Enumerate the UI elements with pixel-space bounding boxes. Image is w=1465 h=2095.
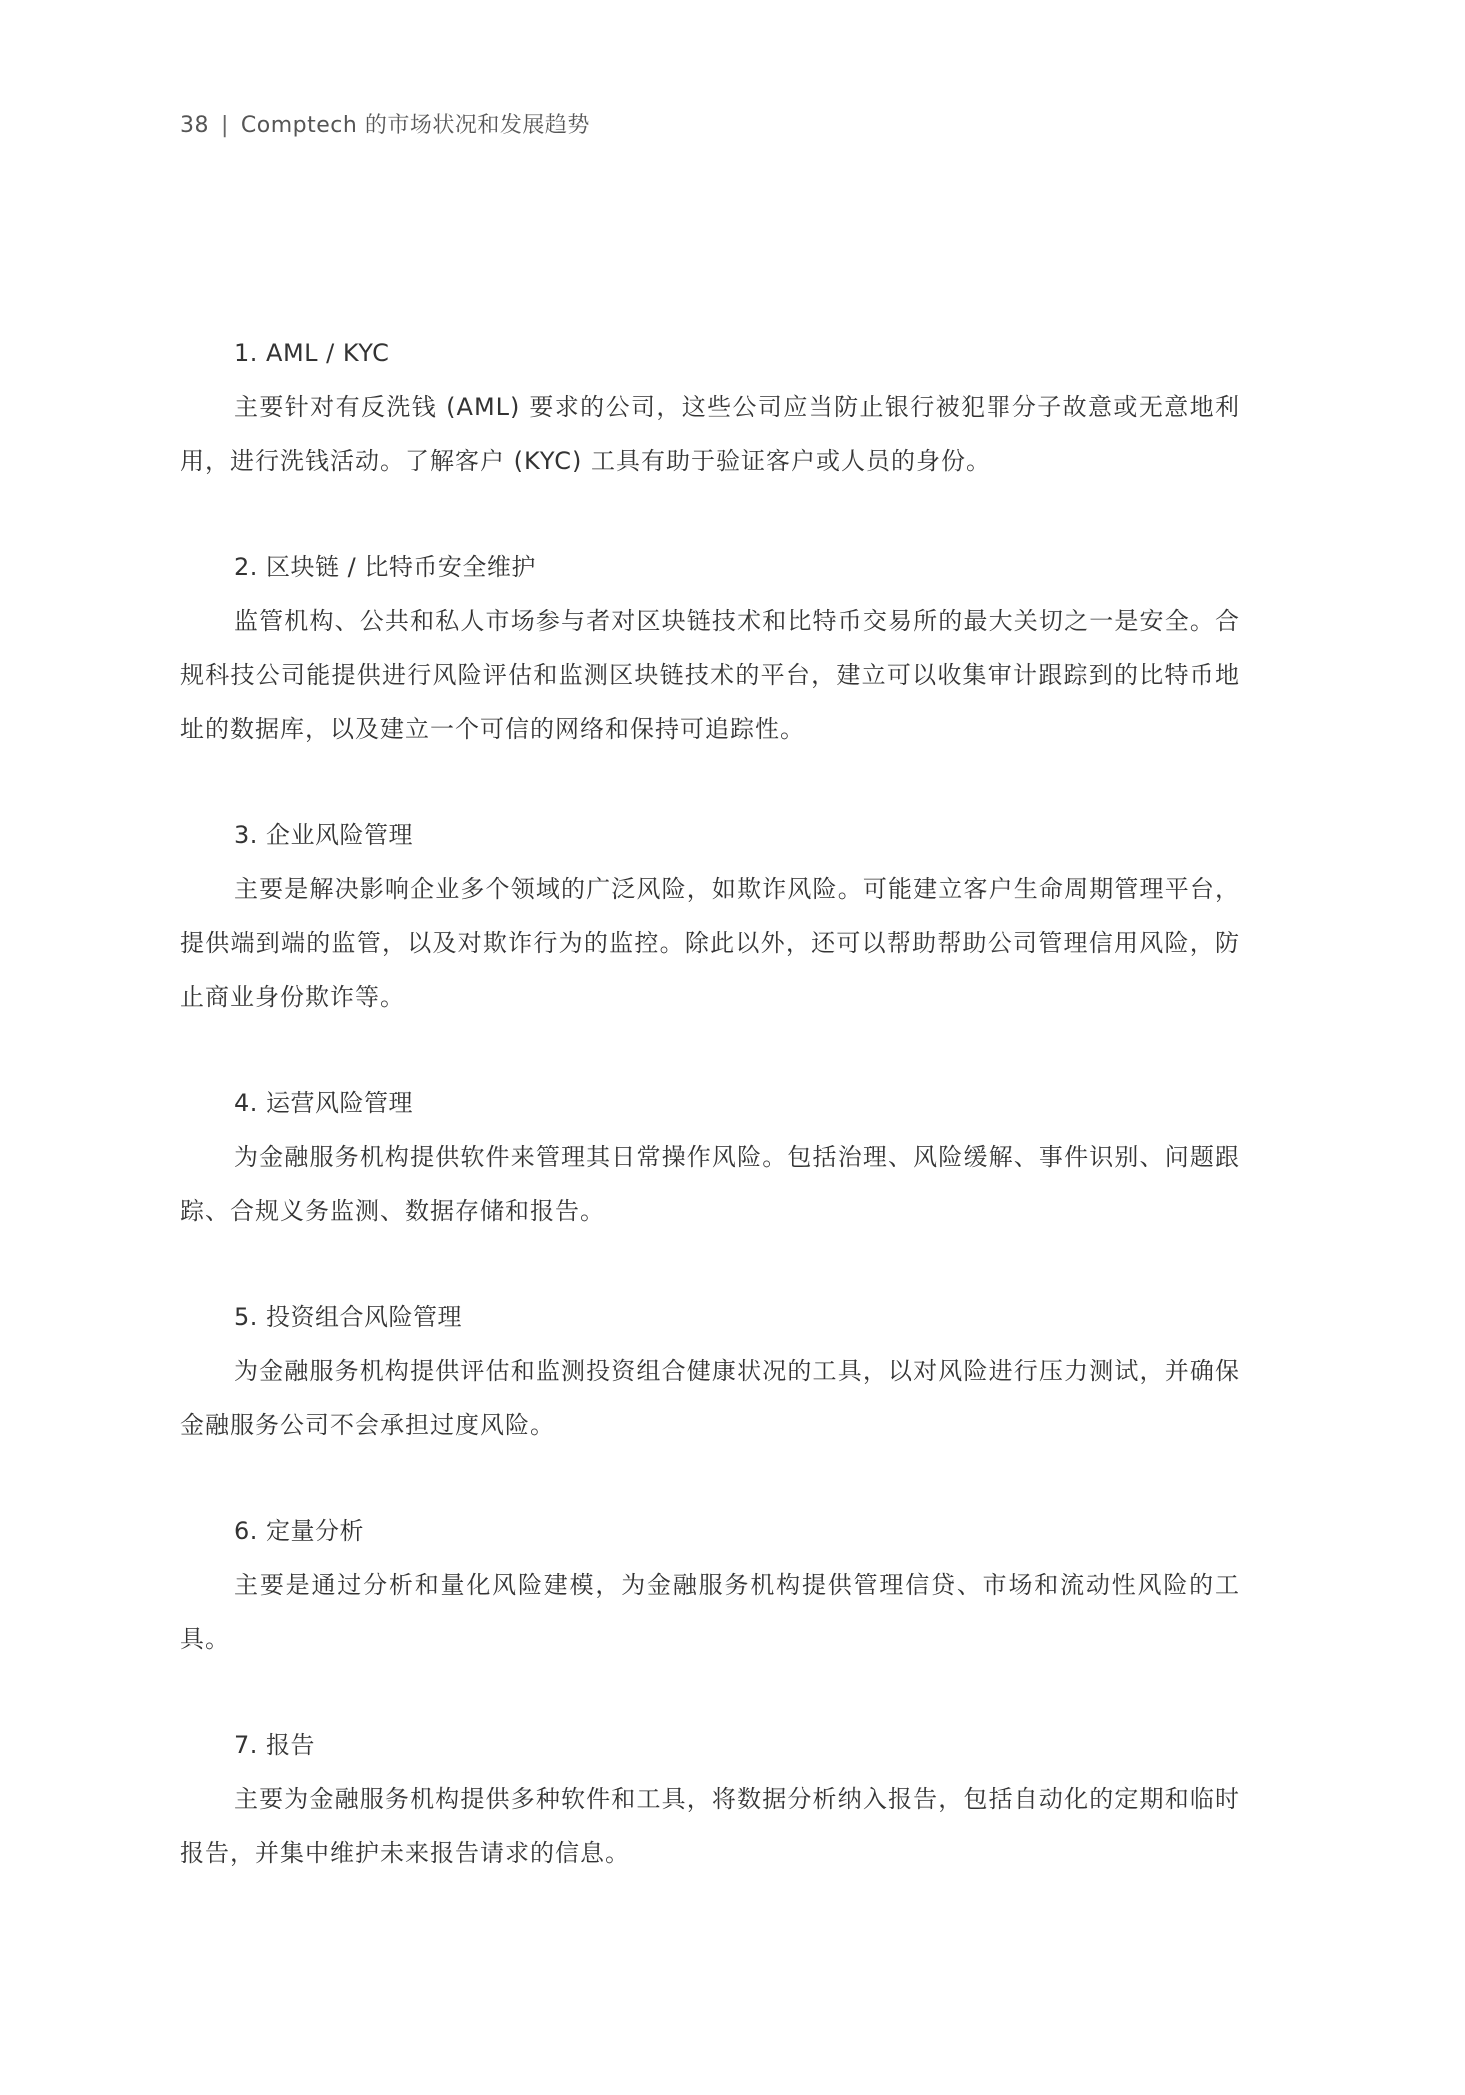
section-enterprise-risk	[180, 808, 1240, 1024]
section-heading: 7. 报告	[234, 1731, 316, 1759]
page-number: 38	[180, 113, 209, 138]
section-paragraph: 主要是解决影响企业多个领域的广泛风险，如欺诈风险。可能建立客户生命周期管理平台，提供端到端的监管，以及对欺诈行为的监控。除此以外，还可以帮助帮助公司管理信用风险，防止商业身份欺诈等。	[180, 875, 1240, 1011]
section-paragraph: 监管机构、公共和私人市场参与者对区块链技术和比特币交易所的最大关切之一是安全。合规科技公司能提供进行风险评估和监测区块链技术的平台，建立可以收集审计跟踪到的比特币地址的数据库，以及建立一个可信的网络和保持可追踪性。	[180, 607, 1240, 743]
section-paragraph: 为金融服务机构提供软件来管理其日常操作风险。包括治理、风险缓解、事件识别、问题跟踪、合规义务监测、数据存储和报告。	[180, 1143, 1240, 1225]
section-operational-risk	[180, 1076, 1240, 1238]
section-portfolio-risk	[180, 1290, 1240, 1452]
section-heading: 5. 投资组合风险管理	[234, 1303, 463, 1331]
section-paragraph: 主要针对有反洗钱 (AML) 要求的公司，这些公司应当防止银行被犯罪分子故意或无意地利用，进行洗钱活动。了解客户 (KYC) 工具有助于验证客户或人员的身份。	[180, 393, 1240, 475]
section-aml-kyc	[180, 326, 1240, 488]
section-heading: 4. 运营风险管理	[234, 1089, 414, 1117]
section-heading: 3. 企业风险管理	[234, 821, 414, 849]
document-body	[180, 326, 1240, 1932]
section-reporting	[180, 1718, 1240, 1880]
header-separator: |	[221, 113, 229, 138]
section-blockchain-security	[180, 540, 1240, 756]
running-header	[180, 108, 590, 139]
section-quantitative-analysis	[180, 1504, 1240, 1666]
document-title: Comptech 的市场状况和发展趋势	[240, 113, 590, 138]
section-paragraph: 主要是通过分析和量化风险建模，为金融服务机构提供管理信贷、市场和流动性风险的工具。	[180, 1571, 1240, 1653]
section-heading: 1. AML / KYC	[234, 339, 390, 367]
section-paragraph: 主要为金融服务机构提供多种软件和工具，将数据分析纳入报告，包括自动化的定期和临时报告，并集中维护未来报告请求的信息。	[180, 1785, 1240, 1867]
section-heading: 2. 区块链 / 比特币安全维护	[234, 553, 536, 581]
section-heading: 6. 定量分析	[234, 1517, 365, 1545]
section-paragraph: 为金融服务机构提供评估和监测投资组合健康状况的工具，以对风险进行压力测试，并确保金融服务公司不会承担过度风险。	[180, 1357, 1240, 1439]
